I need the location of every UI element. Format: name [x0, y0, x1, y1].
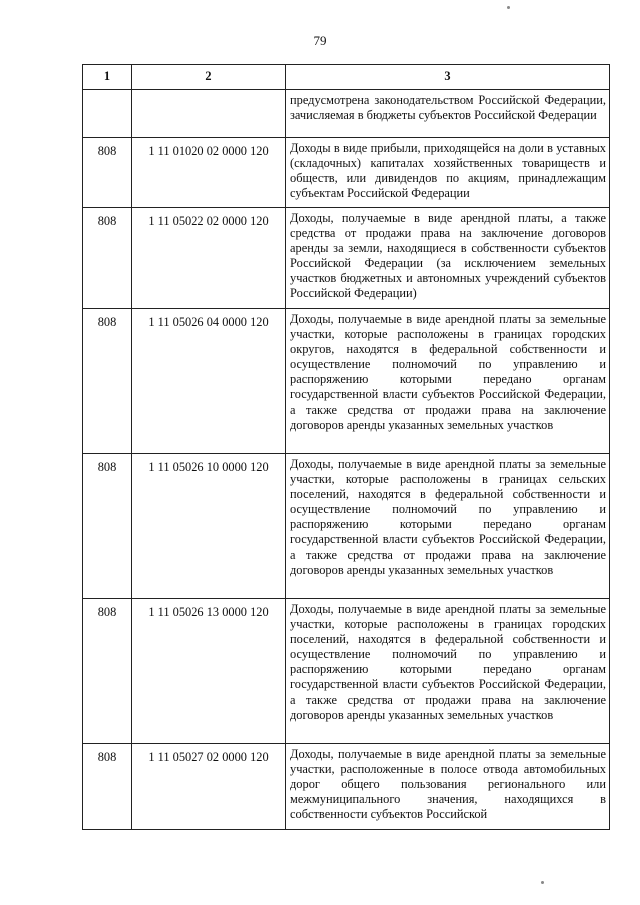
description-cell: Доходы, получаемые в виде арендной платы за земельные участки, которые расположены в границах сельских поселений, находятся в федеральной собственности и осуществление полномочий по управлению и распоряжению которыми передано органам государственной власти субъектов Российской Федерации, а также средства от продажи права на заключение договоров аренды указанных земельных участков	[286, 454, 610, 599]
income-code-cell: 1 11 05026 04 0000 120	[132, 309, 286, 454]
description-cell: Доходы, получаемые в виде арендной платы за земельные участки, которые расположены в границах городских поселений, находятся в федеральной собственности и осуществление полномочий по управлению и распоряжению которыми передано органам государственной власти субъектов Российской Федерации, а также средства от продажи права на заключение договоров аренды указанных земельных участков	[286, 599, 610, 744]
page-number: 79	[313, 33, 327, 48]
income-code-cell: 1 11 01020 02 0000 120	[132, 138, 286, 208]
table-row	[83, 309, 610, 454]
admin-code-cell: 808	[83, 454, 132, 599]
income-code-cell	[132, 90, 286, 138]
table-row	[83, 454, 610, 599]
description-cell: Доходы в виде прибыли, приходящейся на доли в уставных (складочных) капиталах хозяйственных товариществ и обществ, или дивидендов по акциям, принадлежащим субъектам Российской Федерации	[286, 138, 610, 208]
description-cell: Доходы, получаемые в виде арендной платы за земельные участки, расположенные в полосе отвода автомобильных дорог общего пользования регионального или межмуниципального значения, находящихся в собственности субъектов Российской	[286, 744, 610, 830]
table-row	[83, 744, 610, 830]
column-header-3: 3	[286, 65, 610, 90]
scan-speck	[541, 881, 544, 884]
admin-code-cell: 808	[83, 138, 132, 208]
column-header-1: 1	[83, 65, 132, 90]
revenue-codes-table	[82, 64, 610, 830]
scan-speck	[507, 6, 510, 9]
table-header-row	[83, 65, 610, 90]
admin-code-cell: 808	[83, 599, 132, 744]
income-code-cell: 1 11 05022 02 0000 120	[132, 208, 286, 309]
description-cell: Доходы, получаемые в виде арендной платы, а также средства от продажи права на заключение договоров аренды за земли, находящиеся в собственности субъектов Российской Федерации (за исключением земельных участков бюджетных и автономных учреждений субъектов Российской Федерации)	[286, 208, 610, 309]
income-code-cell: 1 11 05026 10 0000 120	[132, 454, 286, 599]
table-row	[83, 599, 610, 744]
income-code-cell: 1 11 05026 13 0000 120	[132, 599, 286, 744]
table-row	[83, 138, 610, 208]
description-cell: предусмотрена законодательством Российской Федерации, зачисляемая в бюджеты субъектов Российской Федерации	[286, 90, 610, 138]
table-row	[83, 90, 610, 138]
admin-code-cell	[83, 90, 132, 138]
admin-code-cell: 808	[83, 309, 132, 454]
admin-code-cell: 808	[83, 744, 132, 830]
column-header-2: 2	[132, 65, 286, 90]
description-cell: Доходы, получаемые в виде арендной платы за земельные участки, которые расположены в границах городских округов, находятся в федеральной собственности и осуществление полномочий по управлению и распоряжению которыми передано органам государственной власти субъектов Российской Федерации, а также средства от продажи права на заключение договоров аренды указанных земельных участков	[286, 309, 610, 454]
table-row	[83, 208, 610, 309]
income-code-cell: 1 11 05027 02 0000 120	[132, 744, 286, 830]
admin-code-cell: 808	[83, 208, 132, 309]
